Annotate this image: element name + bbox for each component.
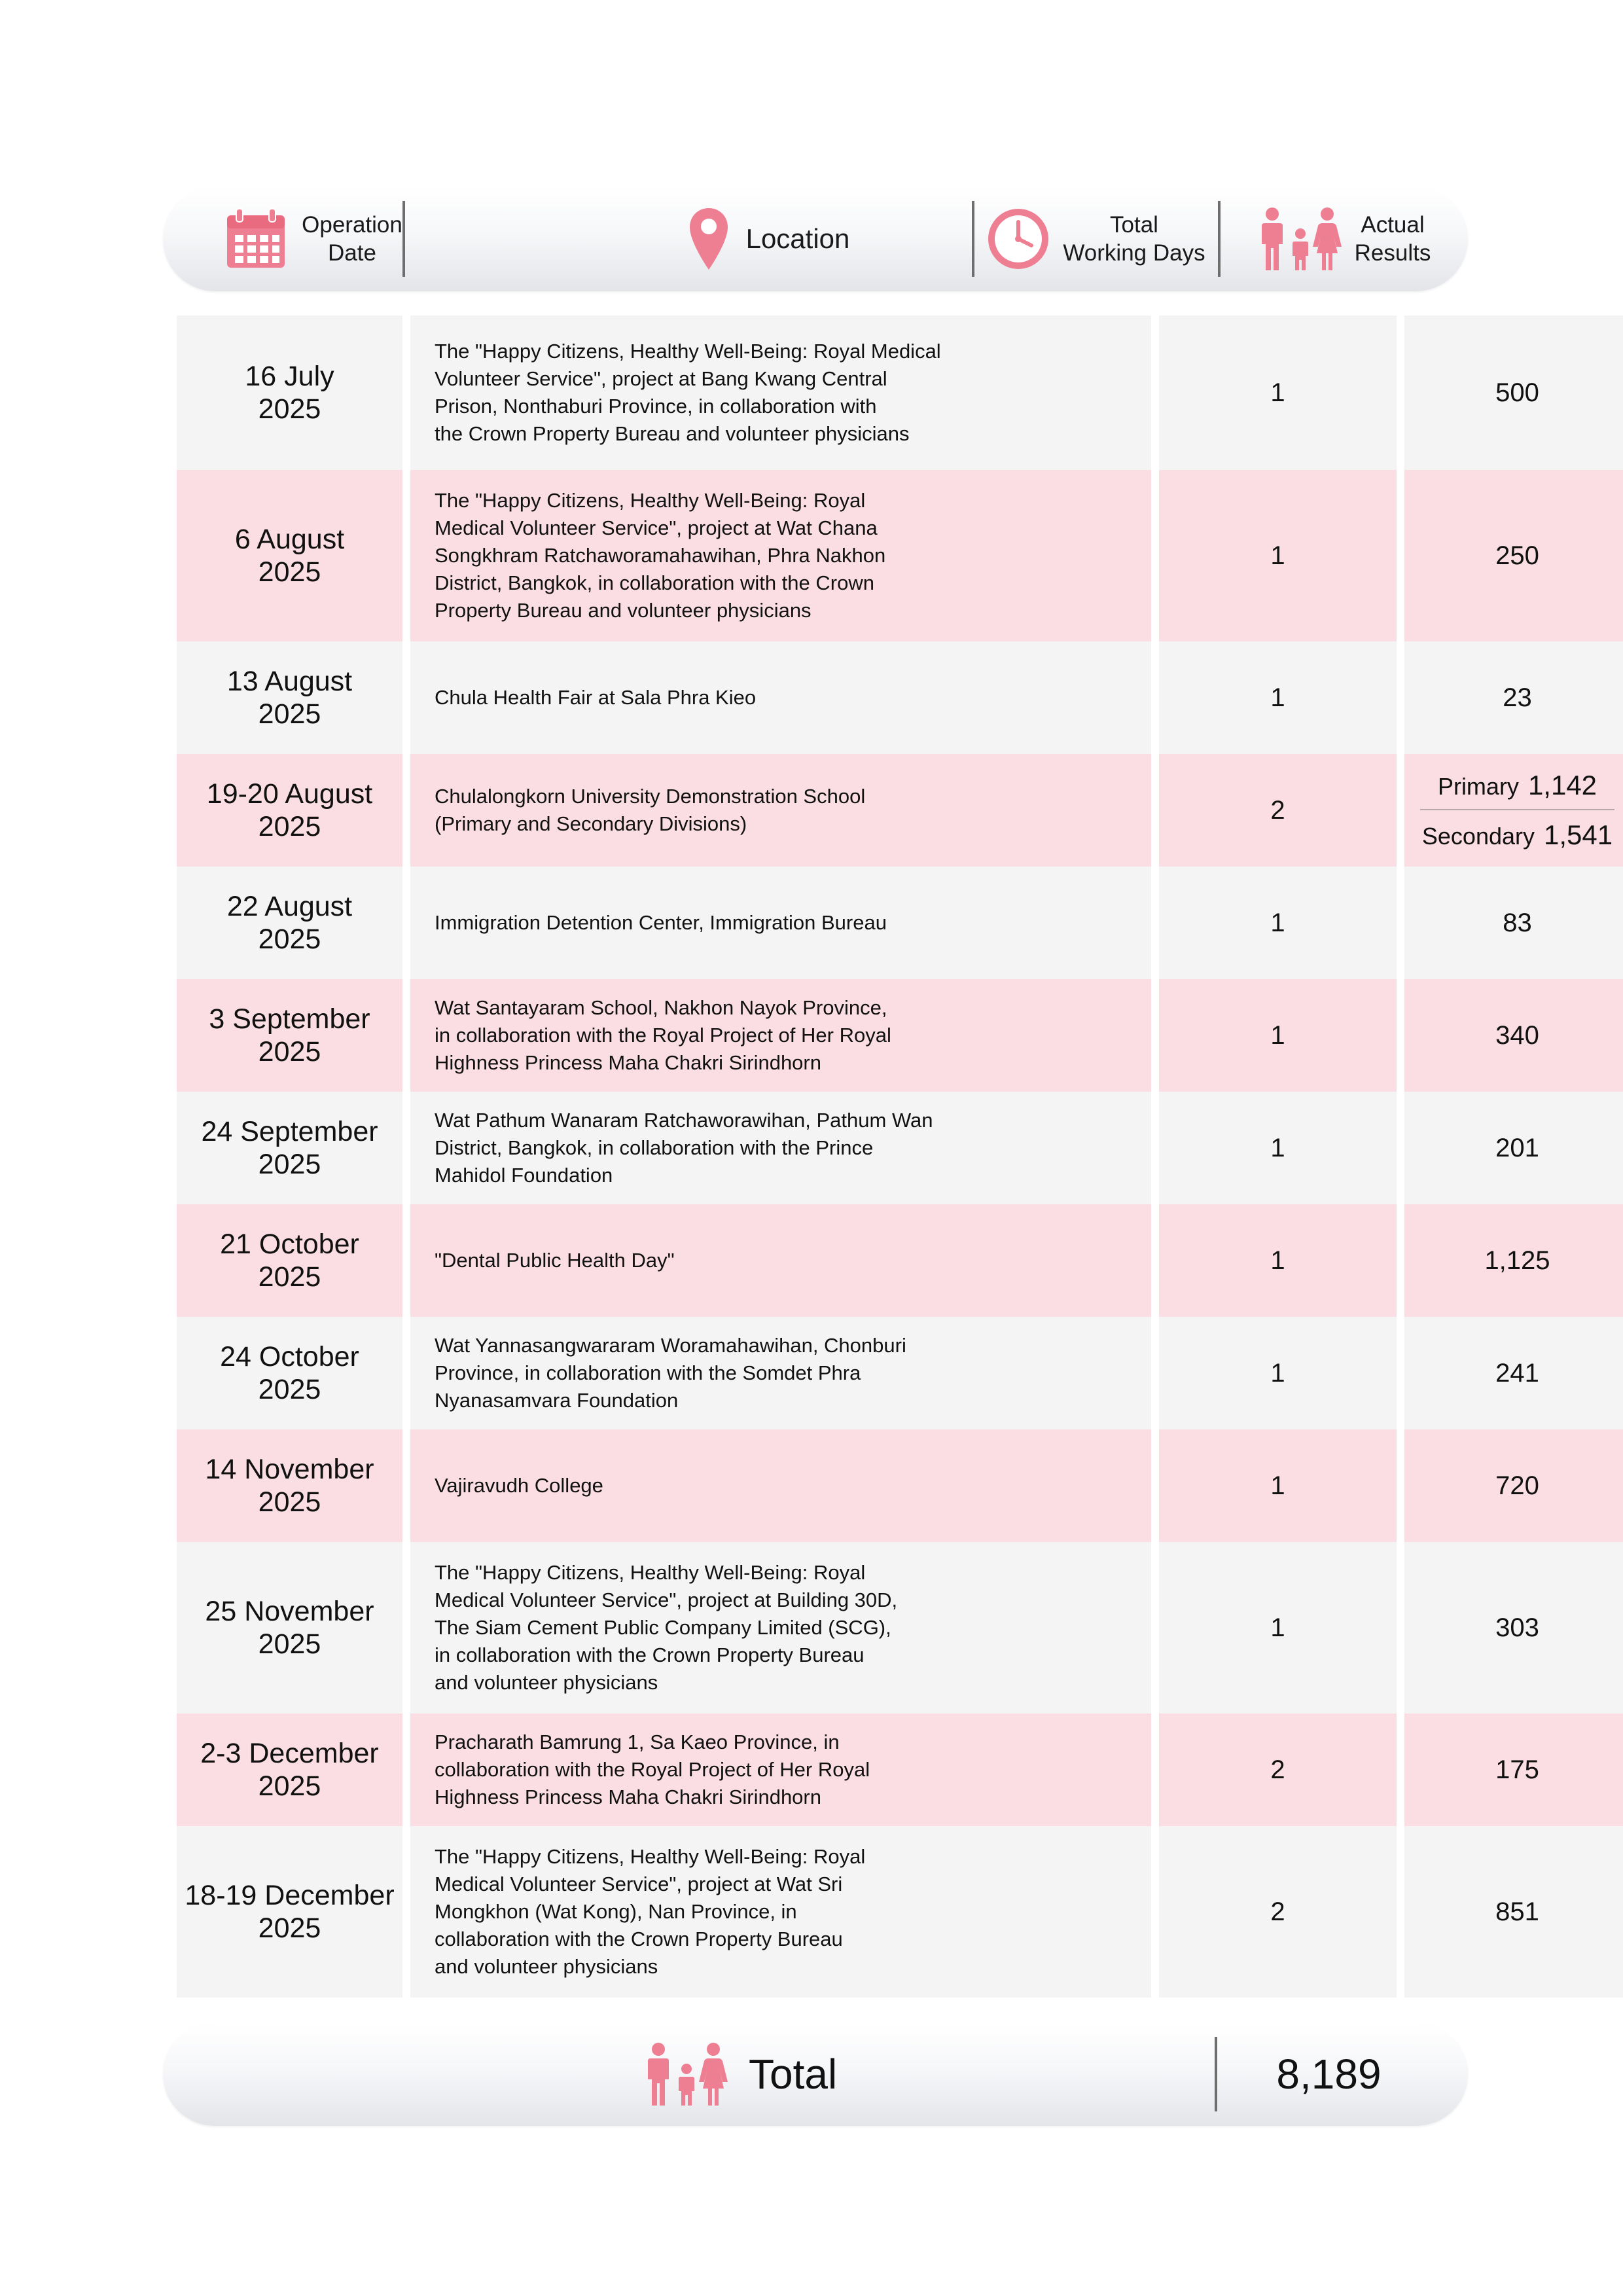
working-days: 2 [1159, 1713, 1397, 1826]
working-days: 1 [1159, 1204, 1397, 1317]
location-cell: Wat Yannasangwararam Woramahawihan, Chonburi Province, in collaboration with the Somdet Phra Nyanasamvara Foundation [410, 1317, 1151, 1429]
family-icon [644, 2041, 729, 2107]
table-row [177, 470, 1539, 641]
table-row [177, 1317, 1539, 1429]
operation-date: 13 August 2025 [177, 641, 402, 754]
actual-result: 851 [1404, 1826, 1623, 1998]
map-pin-icon [688, 207, 729, 271]
table-row [177, 1713, 1539, 1826]
header-operation-date [199, 187, 428, 291]
actual-result: 201 [1404, 1092, 1623, 1204]
calendar-icon [224, 207, 287, 270]
total-label-group [644, 2022, 837, 2126]
actual-result: 340 [1404, 979, 1623, 1092]
operation-date: 2-3 December 2025 [177, 1713, 402, 1826]
operation-date: 19-20 August 2025 [177, 754, 402, 867]
operations-table [177, 315, 1613, 1998]
actual-result: 175 [1404, 1713, 1623, 1826]
header-results-label-2: Results [1354, 240, 1431, 266]
header-days-label-1: Total [1110, 212, 1158, 238]
location-cell: The "Happy Citizens, Healthy Well-Being: Royal Medical Volunteer Service", project at Bang Kwang Central Prison, Nonthaburi Province, in collaboration with the Crown Property Bureau and volunteer physicians [410, 315, 1151, 470]
location-cell: Vajiravudh College [410, 1429, 1151, 1542]
operation-date: 6 August 2025 [177, 470, 402, 641]
header-actual-results [1221, 187, 1468, 291]
location-cell: "Dental Public Health Day" [410, 1204, 1151, 1317]
operation-date: 25 November 2025 [177, 1542, 402, 1713]
working-days: 1 [1159, 1092, 1397, 1204]
header-days-label-2: Working Days [1063, 240, 1205, 266]
operation-date: 24 October 2025 [177, 1317, 402, 1429]
actual-result: 303 [1404, 1542, 1623, 1713]
actual-result: 500 [1404, 315, 1623, 470]
operation-date: 21 October 2025 [177, 1204, 402, 1317]
location-cell: The "Happy Citizens, Healthy Well-Being: Royal Medical Volunteer Service", project at Building 30D, The Siam Cement Public Company Limited (SCG), in collaboration with the Crown Property Bureau and volunteer physicians [410, 1542, 1151, 1713]
working-days: 2 [1159, 754, 1397, 867]
header-operation-label-2: Date [328, 240, 376, 266]
actual-result: 23 [1404, 641, 1623, 754]
total-value: 8,189 [1276, 2051, 1382, 2098]
actual-result: 720 [1404, 1429, 1623, 1542]
location-cell: Chulalongkorn University Demonstration School (Primary and Secondary Divisions) [410, 754, 1151, 867]
total-bar [163, 2022, 1468, 2126]
location-cell: Immigration Detention Center, Immigration Bureau [410, 867, 1151, 979]
location-cell: Pracharath Bamrung 1, Sa Kaeo Province, in collaboration with the Royal Project of Her Royal Highness Princess Maha Chakri Sirindhorn [410, 1713, 1151, 1826]
working-days: 1 [1159, 1317, 1397, 1429]
working-days: 1 [1159, 470, 1397, 641]
table-row [177, 1826, 1539, 1998]
result-divider [1420, 809, 1614, 810]
table-row [177, 1542, 1539, 1713]
working-days: 2 [1159, 1826, 1397, 1998]
header-location-label: Location [745, 223, 850, 254]
table-row [177, 867, 1532, 979]
working-days: 1 [1159, 979, 1397, 1092]
header-operation-label-1: Operation [302, 212, 402, 238]
location-cell: Chula Health Fair at Sala Phra Kieo [410, 641, 1151, 754]
location-cell: Wat Santayaram School, Nakhon Nayok Province, in collaboration with the Royal Project of Her Royal Highness Princess Maha Chakri Sirindhorn [410, 979, 1151, 1092]
operation-date: 14 November 2025 [177, 1429, 402, 1542]
actual-result: 250 [1404, 470, 1623, 641]
operation-date: 22 August 2025 [177, 867, 402, 979]
table-row [177, 979, 1539, 1092]
table-row [177, 641, 1532, 754]
location-cell: The "Happy Citizens, Healthy Well-Being: Royal Medical Volunteer Service", project at Wat Sri Mongkhon (Wat Kong), Nan Province, in collaboration with the Crown Property Bureau and volunteer physicians [410, 1826, 1151, 1998]
primary-result: Primary 1,142 [1437, 770, 1597, 800]
location-cell: Wat Pathum Wanaram Ratchaworawihan, Pathum Wan District, Bangkok, in collaboration with the Prince Mahidol Foundation [410, 1092, 1151, 1204]
operation-date: 3 September 2025 [177, 979, 402, 1092]
working-days: 1 [1159, 315, 1397, 470]
operation-date: 24 September 2025 [177, 1092, 402, 1204]
header-working-days [974, 187, 1217, 291]
header-results-label-1: Actual [1361, 212, 1425, 238]
table-row [177, 1092, 1539, 1204]
table-row [177, 1204, 1550, 1317]
location-cell: The "Happy Citizens, Healthy Well-Being: Royal Medical Volunteer Service", project at Wat Chana Songkhram Ratchaworamahawihan, Phra Nakhon District, Bangkok, in collaboration with the Crown Property Bureau and volunteer physicians [410, 470, 1151, 641]
family-icon [1258, 206, 1343, 272]
clock-icon [986, 206, 1051, 272]
table-header [163, 187, 1468, 291]
actual-result-split [1404, 754, 1623, 867]
operation-date: 16 July 2025 [177, 315, 402, 470]
working-days: 1 [1159, 867, 1397, 979]
total-label: Total [749, 2051, 838, 2098]
table-row [177, 315, 1539, 470]
working-days: 1 [1159, 1429, 1397, 1542]
operation-date: 18-19 December 2025 [177, 1826, 402, 1998]
actual-result: 83 [1404, 867, 1623, 979]
table-row [177, 1429, 1539, 1542]
actual-result: 1,125 [1404, 1204, 1623, 1317]
working-days: 1 [1159, 641, 1397, 754]
table-row [177, 754, 1613, 867]
secondary-result: Secondary 1,541 [1421, 819, 1613, 850]
actual-result: 241 [1404, 1317, 1623, 1429]
working-days: 1 [1159, 1542, 1397, 1713]
